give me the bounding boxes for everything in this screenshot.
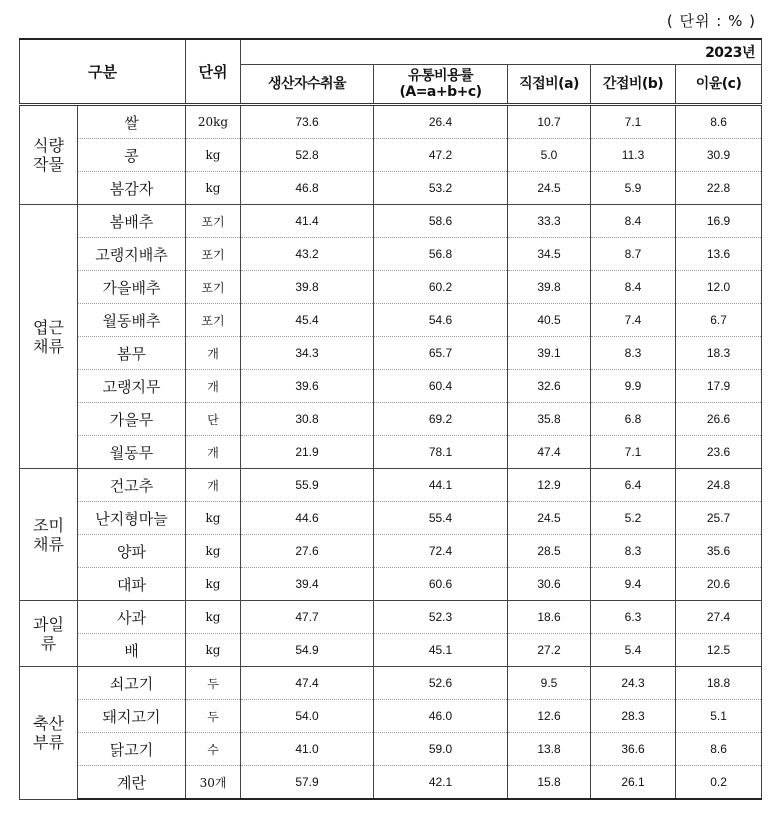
table-row	[20, 733, 762, 766]
value-cell: 54.9	[241, 634, 374, 667]
value-cell: 22.8	[676, 172, 762, 205]
table-row	[20, 601, 762, 634]
item-name: 고랭지배추	[78, 238, 186, 271]
item-name: 가을배추	[78, 271, 186, 304]
value-cell: 41.4	[241, 205, 374, 238]
table-row	[20, 337, 762, 370]
value-cell: 6.4	[591, 469, 676, 502]
table-row	[20, 238, 762, 271]
value-cell: 39.8	[508, 271, 591, 304]
value-cell: 54.6	[374, 304, 508, 337]
value-cell: 6.3	[591, 601, 676, 634]
item-unit: 포기	[186, 271, 241, 304]
item-name: 쇠고기	[78, 667, 186, 700]
item-unit: kg	[186, 634, 241, 667]
category-cell: 엽근 채류	[20, 205, 78, 469]
value-cell: 5.9	[591, 172, 676, 205]
item-name: 닭고기	[78, 733, 186, 766]
value-cell: 5.2	[591, 502, 676, 535]
value-cell: 34.5	[508, 238, 591, 271]
table-row	[20, 403, 762, 436]
item-unit: 개	[186, 370, 241, 403]
item-unit: kg	[186, 535, 241, 568]
item-name: 고랭지무	[78, 370, 186, 403]
value-cell: 12.0	[676, 271, 762, 304]
value-cell: 59.0	[374, 733, 508, 766]
value-cell: 7.1	[591, 105, 676, 139]
value-cell: 24.5	[508, 502, 591, 535]
value-cell: 9.9	[591, 370, 676, 403]
value-cell: 0.2	[676, 766, 762, 800]
value-cell: 47.4	[241, 667, 374, 700]
header-col-2: 직접비(a)	[508, 65, 591, 105]
value-cell: 24.5	[508, 172, 591, 205]
value-cell: 7.1	[591, 436, 676, 469]
value-cell: 8.7	[591, 238, 676, 271]
value-cell: 69.2	[374, 403, 508, 436]
value-cell: 33.3	[508, 205, 591, 238]
value-cell: 45.4	[241, 304, 374, 337]
value-cell: 58.6	[374, 205, 508, 238]
item-name: 배	[78, 634, 186, 667]
value-cell: 30.6	[508, 568, 591, 601]
value-cell: 28.3	[591, 700, 676, 733]
item-name: 봄배추	[78, 205, 186, 238]
table-row	[20, 700, 762, 733]
header-category: 구분	[20, 39, 186, 105]
value-cell: 34.3	[241, 337, 374, 370]
value-cell: 72.4	[374, 535, 508, 568]
table-row	[20, 535, 762, 568]
value-cell: 8.3	[591, 535, 676, 568]
value-cell: 55.9	[241, 469, 374, 502]
value-cell: 12.9	[508, 469, 591, 502]
item-name: 쌀	[78, 105, 186, 139]
value-cell: 23.6	[676, 436, 762, 469]
value-cell: 52.6	[374, 667, 508, 700]
item-name: 월동배추	[78, 304, 186, 337]
item-name: 돼지고기	[78, 700, 186, 733]
header-col-1: 유통비용률 (A=a+b+c)	[374, 65, 508, 105]
value-cell: 10.7	[508, 105, 591, 139]
table-row	[20, 205, 762, 238]
header-col-4: 이윤(c)	[676, 65, 762, 105]
table-row	[20, 502, 762, 535]
item-name: 봄무	[78, 337, 186, 370]
value-cell: 27.4	[676, 601, 762, 634]
table-row	[20, 667, 762, 700]
value-cell: 52.3	[374, 601, 508, 634]
value-cell: 55.4	[374, 502, 508, 535]
table-row	[20, 271, 762, 304]
value-cell: 6.8	[591, 403, 676, 436]
category-cell: 식량 작물	[20, 105, 78, 205]
value-cell: 39.6	[241, 370, 374, 403]
value-cell: 8.6	[676, 733, 762, 766]
value-cell: 46.8	[241, 172, 374, 205]
value-cell: 47.7	[241, 601, 374, 634]
value-cell: 32.6	[508, 370, 591, 403]
item-unit: 개	[186, 469, 241, 502]
value-cell: 65.7	[374, 337, 508, 370]
item-unit: kg	[186, 139, 241, 172]
table-row	[20, 436, 762, 469]
value-cell: 41.0	[241, 733, 374, 766]
value-cell: 7.4	[591, 304, 676, 337]
value-cell: 27.2	[508, 634, 591, 667]
value-cell: 30.8	[241, 403, 374, 436]
distribution-cost-table	[19, 38, 762, 800]
item-unit: kg	[186, 568, 241, 601]
value-cell: 52.8	[241, 139, 374, 172]
value-cell: 8.4	[591, 205, 676, 238]
unit-note: ( 단위 : % )	[666, 12, 756, 30]
item-unit: 단	[186, 403, 241, 436]
table-row	[20, 370, 762, 403]
value-cell: 9.4	[591, 568, 676, 601]
item-name: 사과	[78, 601, 186, 634]
item-unit: 포기	[186, 238, 241, 271]
value-cell: 8.3	[591, 337, 676, 370]
item-name: 양파	[78, 535, 186, 568]
item-unit: 개	[186, 436, 241, 469]
header-col-0: 생산자수취율	[241, 65, 374, 105]
item-unit: 두	[186, 667, 241, 700]
value-cell: 5.0	[508, 139, 591, 172]
item-name: 월동무	[78, 436, 186, 469]
value-cell: 39.8	[241, 271, 374, 304]
value-cell: 5.4	[591, 634, 676, 667]
value-cell: 39.1	[508, 337, 591, 370]
value-cell: 17.9	[676, 370, 762, 403]
item-unit: 수	[186, 733, 241, 766]
value-cell: 44.6	[241, 502, 374, 535]
value-cell: 53.2	[374, 172, 508, 205]
value-cell: 30.9	[676, 139, 762, 172]
table-row	[20, 105, 762, 139]
value-cell: 56.8	[374, 238, 508, 271]
table-row	[20, 634, 762, 667]
value-cell: 42.1	[374, 766, 508, 800]
item-name: 계란	[78, 766, 186, 800]
item-unit: 포기	[186, 304, 241, 337]
value-cell: 8.6	[676, 105, 762, 139]
value-cell: 5.1	[676, 700, 762, 733]
value-cell: 47.2	[374, 139, 508, 172]
value-cell: 20.6	[676, 568, 762, 601]
value-cell: 45.1	[374, 634, 508, 667]
value-cell: 12.6	[508, 700, 591, 733]
item-unit: 두	[186, 700, 241, 733]
table-row	[20, 568, 762, 601]
table-row	[20, 766, 762, 800]
value-cell: 28.5	[508, 535, 591, 568]
value-cell: 6.7	[676, 304, 762, 337]
value-cell: 60.6	[374, 568, 508, 601]
category-cell: 축산 부류	[20, 667, 78, 800]
header-col-3: 간접비(b)	[591, 65, 676, 105]
value-cell: 26.1	[591, 766, 676, 800]
value-cell: 39.4	[241, 568, 374, 601]
value-cell: 46.0	[374, 700, 508, 733]
value-cell: 13.8	[508, 733, 591, 766]
value-cell: 36.6	[591, 733, 676, 766]
value-cell: 54.0	[241, 700, 374, 733]
value-cell: 24.3	[591, 667, 676, 700]
category-cell: 조미 채류	[20, 469, 78, 601]
value-cell: 35.8	[508, 403, 591, 436]
value-cell: 18.6	[508, 601, 591, 634]
table-row	[20, 139, 762, 172]
item-unit: kg	[186, 601, 241, 634]
item-unit: kg	[186, 502, 241, 535]
value-cell: 24.8	[676, 469, 762, 502]
value-cell: 11.3	[591, 139, 676, 172]
table-row	[20, 304, 762, 337]
value-cell: 47.4	[508, 436, 591, 469]
value-cell: 18.8	[676, 667, 762, 700]
item-name: 봄감자	[78, 172, 186, 205]
item-name: 콩	[78, 139, 186, 172]
category-cell: 과일 류	[20, 601, 78, 667]
value-cell: 26.6	[676, 403, 762, 436]
value-cell: 43.2	[241, 238, 374, 271]
item-name: 건고추	[78, 469, 186, 502]
value-cell: 40.5	[508, 304, 591, 337]
table-row	[20, 172, 762, 205]
value-cell: 44.1	[374, 469, 508, 502]
value-cell: 60.4	[374, 370, 508, 403]
item-name: 난지형마늘	[78, 502, 186, 535]
value-cell: 73.6	[241, 105, 374, 139]
header-unit: 단위	[186, 39, 241, 105]
table-row	[20, 469, 762, 502]
value-cell: 13.6	[676, 238, 762, 271]
value-cell: 35.6	[676, 535, 762, 568]
value-cell: 16.9	[676, 205, 762, 238]
item-unit: 30개	[186, 766, 241, 800]
value-cell: 25.7	[676, 502, 762, 535]
item-unit: 포기	[186, 205, 241, 238]
item-unit: kg	[186, 172, 241, 205]
value-cell: 78.1	[374, 436, 508, 469]
item-name: 대파	[78, 568, 186, 601]
item-unit: 20kg	[186, 105, 241, 139]
value-cell: 60.2	[374, 271, 508, 304]
value-cell: 15.8	[508, 766, 591, 800]
value-cell: 57.9	[241, 766, 374, 800]
value-cell: 12.5	[676, 634, 762, 667]
value-cell: 9.5	[508, 667, 591, 700]
value-cell: 8.4	[591, 271, 676, 304]
value-cell: 21.9	[241, 436, 374, 469]
item-unit: 개	[186, 337, 241, 370]
value-cell: 18.3	[676, 337, 762, 370]
header-year: 2023년	[241, 39, 762, 65]
item-name: 가을무	[78, 403, 186, 436]
value-cell: 27.6	[241, 535, 374, 568]
value-cell: 26.4	[374, 105, 508, 139]
